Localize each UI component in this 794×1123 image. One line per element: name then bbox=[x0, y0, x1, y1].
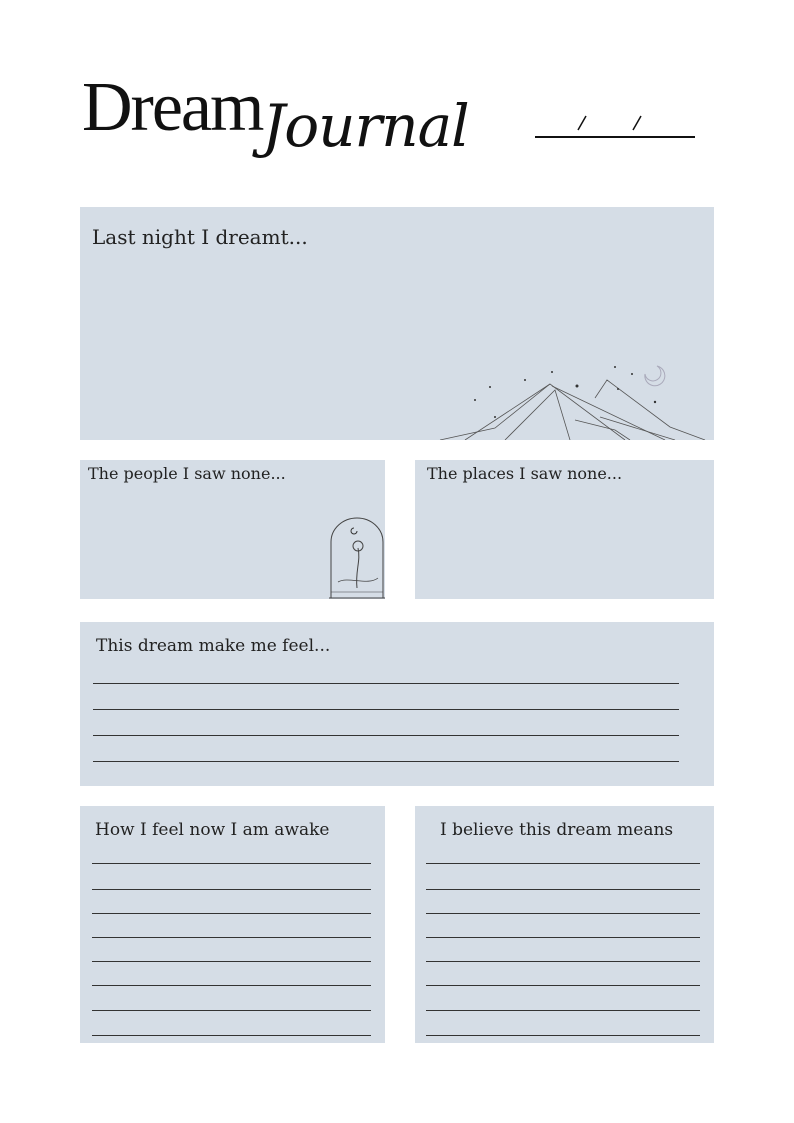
people-box[interactable] bbox=[80, 460, 385, 599]
awake-box[interactable] bbox=[80, 806, 385, 1043]
writing-line[interactable] bbox=[426, 1010, 700, 1011]
flower-dome-icon bbox=[328, 516, 386, 600]
writing-line[interactable] bbox=[92, 961, 371, 962]
writing-line[interactable] bbox=[93, 735, 679, 736]
places-box[interactable] bbox=[415, 460, 714, 599]
means-label: I believe this dream means bbox=[440, 820, 674, 840]
writing-line[interactable] bbox=[426, 985, 700, 986]
writing-line[interactable] bbox=[92, 937, 371, 938]
writing-line[interactable] bbox=[93, 683, 679, 684]
writing-line[interactable] bbox=[92, 1010, 371, 1011]
title-journal: Journal bbox=[262, 92, 469, 160]
writing-line[interactable] bbox=[426, 889, 700, 890]
people-label: The people I saw none... bbox=[88, 464, 286, 483]
feel-label: This dream make me feel... bbox=[96, 636, 331, 656]
writing-line[interactable] bbox=[92, 889, 371, 890]
feel-box[interactable] bbox=[80, 622, 714, 786]
title-dream: Dream bbox=[82, 69, 263, 146]
date-field[interactable] bbox=[530, 100, 700, 145]
mountains-illustration bbox=[435, 362, 714, 440]
writing-line[interactable] bbox=[93, 709, 679, 710]
writing-line[interactable] bbox=[426, 863, 700, 864]
writing-line[interactable] bbox=[426, 1035, 700, 1036]
places-label: The places I saw none... bbox=[427, 464, 623, 483]
writing-line[interactable] bbox=[92, 863, 371, 864]
writing-line[interactable] bbox=[426, 937, 700, 938]
writing-line[interactable] bbox=[93, 761, 679, 762]
awake-label: How I feel now I am awake bbox=[95, 820, 330, 840]
last-night-label: Last night I dreamt... bbox=[92, 225, 308, 249]
last-night-box[interactable] bbox=[80, 207, 714, 440]
writing-line[interactable] bbox=[426, 913, 700, 914]
writing-line[interactable] bbox=[92, 913, 371, 914]
writing-line[interactable] bbox=[92, 1035, 371, 1036]
writing-line[interactable] bbox=[426, 961, 700, 962]
means-box[interactable] bbox=[415, 806, 714, 1043]
writing-line[interactable] bbox=[92, 985, 371, 986]
